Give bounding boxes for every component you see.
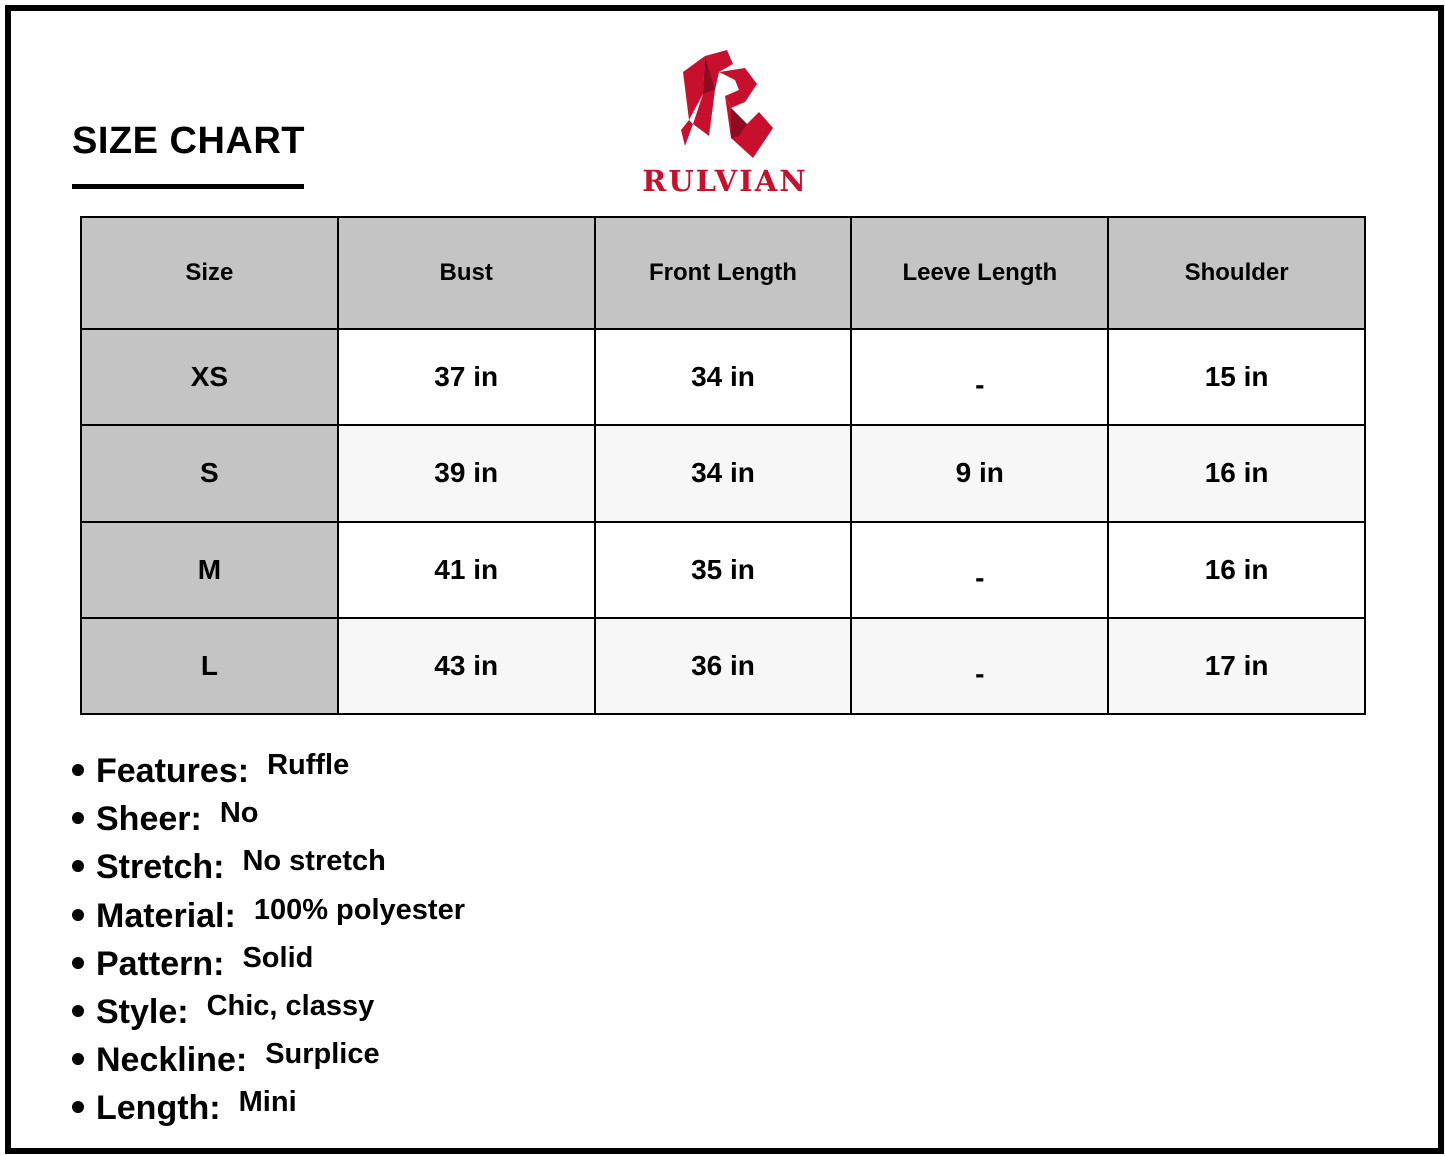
table-cell: 9 in bbox=[851, 425, 1108, 521]
table-cell: 34 in bbox=[595, 329, 852, 425]
column-header: Front Length bbox=[595, 217, 852, 329]
size-cell: S bbox=[81, 425, 338, 521]
spec-label: Style: bbox=[96, 992, 189, 1031]
table-cell: 17 in bbox=[1108, 618, 1365, 714]
spec-value: Solid bbox=[242, 941, 314, 974]
spec-label: Pattern: bbox=[96, 944, 225, 983]
bullet-icon bbox=[72, 909, 84, 921]
spec-value: No stretch bbox=[242, 845, 386, 878]
spec-value: Surplice bbox=[265, 1038, 380, 1071]
size-chart-table bbox=[80, 216, 1366, 715]
list-item bbox=[72, 989, 465, 1041]
column-header: Shoulder bbox=[1108, 217, 1365, 329]
list-item bbox=[72, 941, 465, 993]
size-cell: XS bbox=[81, 329, 338, 425]
table-cell bbox=[851, 618, 1108, 714]
table-cell: 41 in bbox=[338, 522, 595, 618]
size-cell: L bbox=[81, 618, 338, 714]
column-header: Bust bbox=[338, 217, 595, 329]
table-row bbox=[81, 425, 1365, 521]
spec-label: Neckline: bbox=[96, 1041, 248, 1080]
spec-value: Ruffle bbox=[267, 749, 350, 781]
spec-label: Length: bbox=[96, 1089, 221, 1128]
table-cell: 34 in bbox=[595, 425, 852, 521]
spec-label: Features: bbox=[96, 752, 250, 790]
table-cell: 37 in bbox=[338, 329, 595, 425]
spec-label: Material: bbox=[96, 896, 236, 935]
brand-name: RULVIAN bbox=[642, 164, 808, 198]
table-cell: 39 in bbox=[338, 425, 595, 521]
list-item bbox=[72, 845, 465, 896]
table-row bbox=[81, 618, 1365, 714]
brand-logo bbox=[620, 50, 830, 200]
spec-label: Stretch: bbox=[96, 848, 225, 887]
table-cell: 36 in bbox=[595, 618, 852, 714]
list-item bbox=[72, 1038, 465, 1089]
table-row bbox=[81, 329, 1365, 425]
spec-value: No bbox=[219, 797, 259, 830]
list-item bbox=[72, 893, 465, 945]
bullet-icon bbox=[72, 957, 84, 969]
table-header-row bbox=[81, 217, 1365, 329]
table-row bbox=[81, 522, 1365, 618]
list-item bbox=[72, 1086, 465, 1137]
bullet-icon bbox=[72, 860, 84, 872]
empty-value: - bbox=[975, 561, 985, 593]
list-item bbox=[72, 749, 465, 800]
empty-value: - bbox=[975, 657, 985, 689]
table-cell: 16 in bbox=[1108, 522, 1365, 618]
table-cell: 43 in bbox=[338, 618, 595, 714]
spec-value: Mini bbox=[238, 1086, 297, 1119]
table-cell: 16 in bbox=[1108, 425, 1365, 521]
empty-value: - bbox=[975, 369, 985, 401]
table-cell bbox=[851, 522, 1108, 618]
bullet-icon bbox=[72, 764, 84, 776]
page-title: SIZE CHART bbox=[72, 120, 305, 162]
title-underline bbox=[72, 184, 304, 189]
table-cell: 15 in bbox=[1108, 329, 1365, 425]
bullet-icon bbox=[72, 1053, 84, 1065]
spec-value: Chic, classy bbox=[206, 989, 375, 1022]
bullet-icon bbox=[72, 1101, 84, 1113]
bullet-icon bbox=[72, 1005, 84, 1017]
column-header: Leeve Length bbox=[851, 217, 1108, 329]
spec-value: 100% polyester bbox=[253, 893, 465, 926]
column-header: Size bbox=[81, 217, 338, 329]
size-cell: M bbox=[81, 522, 338, 618]
rulvian-r-logo-icon bbox=[675, 50, 775, 160]
spec-label: Sheer: bbox=[96, 800, 202, 839]
list-item bbox=[72, 797, 465, 848]
table-cell: 35 in bbox=[595, 522, 852, 618]
product-specs-list bbox=[72, 749, 465, 1138]
table-cell bbox=[851, 329, 1108, 425]
bullet-icon bbox=[72, 812, 84, 824]
